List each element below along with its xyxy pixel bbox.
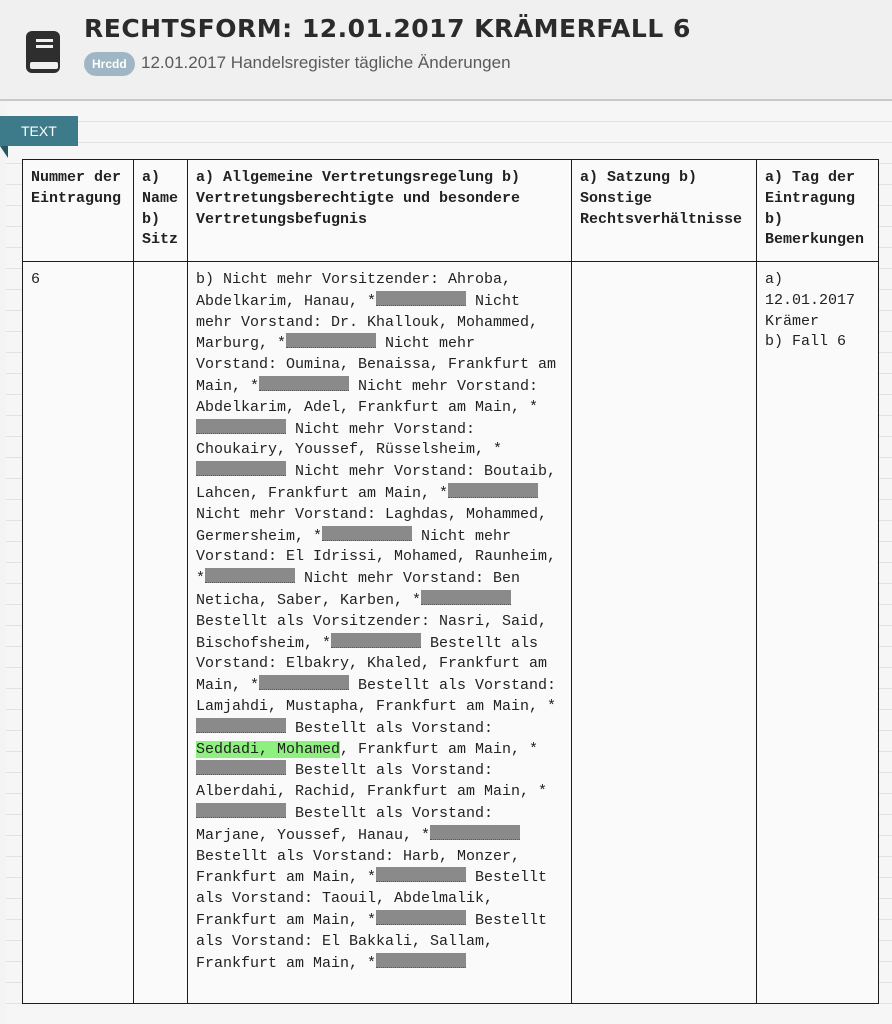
redaction-block bbox=[205, 568, 295, 583]
column-header-nummer: Nummer der Eintragung bbox=[23, 160, 134, 262]
page-subtitle: 12.01.2017 Handelsregister tägliche Änderungen bbox=[141, 53, 511, 72]
eintragung-tag: a) 12.01.2017 Krämer bbox=[764, 271, 855, 330]
redaction-block bbox=[448, 483, 538, 498]
entry-text: Nicht mehr Vorstand: Abdelkarim, Adel, Frankfurt am Main, * bbox=[195, 377, 539, 416]
redaction-block bbox=[376, 910, 466, 925]
entry-text: Nicht mehr Vorstand: Laghdas, Mohammed, Germersheim, * bbox=[195, 505, 548, 545]
page-header bbox=[0, 0, 892, 101]
redaction-block bbox=[376, 291, 466, 306]
entry-text: Bestellt als Vorstand: Lamjahdi, Mustapha, Frankfurt am Main, * bbox=[195, 677, 557, 715]
entry-text: Nicht mehr Vorstand: Ben Neticha, Saber, Karben, * bbox=[195, 570, 521, 609]
source-badge[interactable]: Hrcdd bbox=[84, 52, 135, 76]
cell-nummer: 6 bbox=[23, 262, 134, 1004]
redaction-block bbox=[259, 675, 349, 690]
redaction-block bbox=[196, 419, 286, 434]
redaction-block bbox=[196, 718, 286, 733]
entry-text: Bestellt als Vorstand: Elbakry, Khaled, Frankfurt am Main, * bbox=[195, 634, 548, 695]
redaction-block bbox=[430, 825, 520, 840]
redaction-block bbox=[196, 760, 286, 775]
tab-fold bbox=[0, 146, 8, 158]
bemerkungen: b) Fall 6 bbox=[764, 333, 846, 351]
entry-text: Nicht mehr Vorstand: Dr. Khallouk, Mohammed, Marburg, * bbox=[195, 292, 539, 353]
page-title: RECHTSFORM: 12.01.2017 KRÄMERFALL 6 bbox=[84, 14, 691, 43]
register-table bbox=[22, 159, 879, 1004]
redaction-block bbox=[421, 590, 511, 605]
entry-text: b) Nicht mehr Vorsitzender: Ahroba, Abdelkarim, Hanau, * bbox=[195, 271, 512, 310]
highlighted-name: Seddadi, Mohamed bbox=[195, 740, 340, 758]
entry-text: Bestellt als Vorstand: Marjane, Youssef, Hanau, * bbox=[195, 804, 493, 844]
redaction-block bbox=[259, 376, 349, 391]
entry-text: Bestellt als Vorstand: bbox=[285, 719, 493, 737]
redaction-block bbox=[322, 526, 412, 541]
entry-text: Nicht mehr Vorstand: El Idrissi, Mohamed, Raunheim, * bbox=[195, 527, 557, 588]
table-header-row bbox=[23, 160, 879, 262]
column-header-vertretung: a) Allgemeine Vertretungsregelung b) Vertretungsberechtigte und besondere Vertretungsbefugnis bbox=[187, 160, 571, 262]
entry-text: Bestellt als Vorstand: El Bakkali, Sallam, Frankfurt am Main, * bbox=[195, 911, 547, 972]
redaction-block bbox=[331, 633, 421, 648]
entry-text: , Frankfurt am Main, * bbox=[339, 740, 539, 758]
column-header-satzung: a) Satzung b) Sonstige Rechtsverhältnisse bbox=[572, 160, 757, 262]
redaction-block bbox=[286, 333, 376, 348]
tab-text[interactable]: TEXT bbox=[0, 116, 78, 146]
column-header-name-sitz: a) Name b) Sitz bbox=[133, 160, 187, 262]
entry-text: Nicht mehr Vorstand: Boutaib, Lahcen, Frankfurt am Main, * bbox=[195, 463, 556, 502]
cell-tag-bemerkungen bbox=[756, 262, 878, 1004]
redaction-block bbox=[196, 803, 286, 818]
cell-satzung bbox=[572, 262, 757, 1004]
cell-vertretung bbox=[187, 262, 571, 1004]
book-icon bbox=[24, 30, 62, 74]
entry-text: Bestellt als Vorsitzender: Nasri, Said, Bischofsheim, * bbox=[195, 612, 548, 652]
entry-text: Bestellt als Vorstand: Taouil, Abdelmalik, Frankfurt am Main, * bbox=[195, 869, 547, 929]
redaction-block bbox=[376, 867, 466, 882]
redaction-block bbox=[196, 461, 286, 476]
entry-text: Bestellt als Vorstand: Harb, Monzer, Frankfurt am Main, * bbox=[195, 847, 521, 887]
cell-name-sitz bbox=[133, 262, 187, 1004]
entry-text: Nicht mehr Vorstand: Oumina, Benaissa, Frankfurt am Main, * bbox=[195, 335, 557, 395]
entry-text: Nicht mehr Vorstand: Choukairy, Youssef, Rüsselsheim, * bbox=[195, 420, 503, 459]
column-header-tag: a) Tag der Eintragung b) Bemerkungen bbox=[756, 160, 878, 262]
entry-text: Bestellt als Vorstand: Alberdahi, Rachid, Frankfurt am Main, * bbox=[195, 762, 548, 801]
redaction-block bbox=[376, 953, 466, 968]
table-row bbox=[23, 262, 879, 1004]
